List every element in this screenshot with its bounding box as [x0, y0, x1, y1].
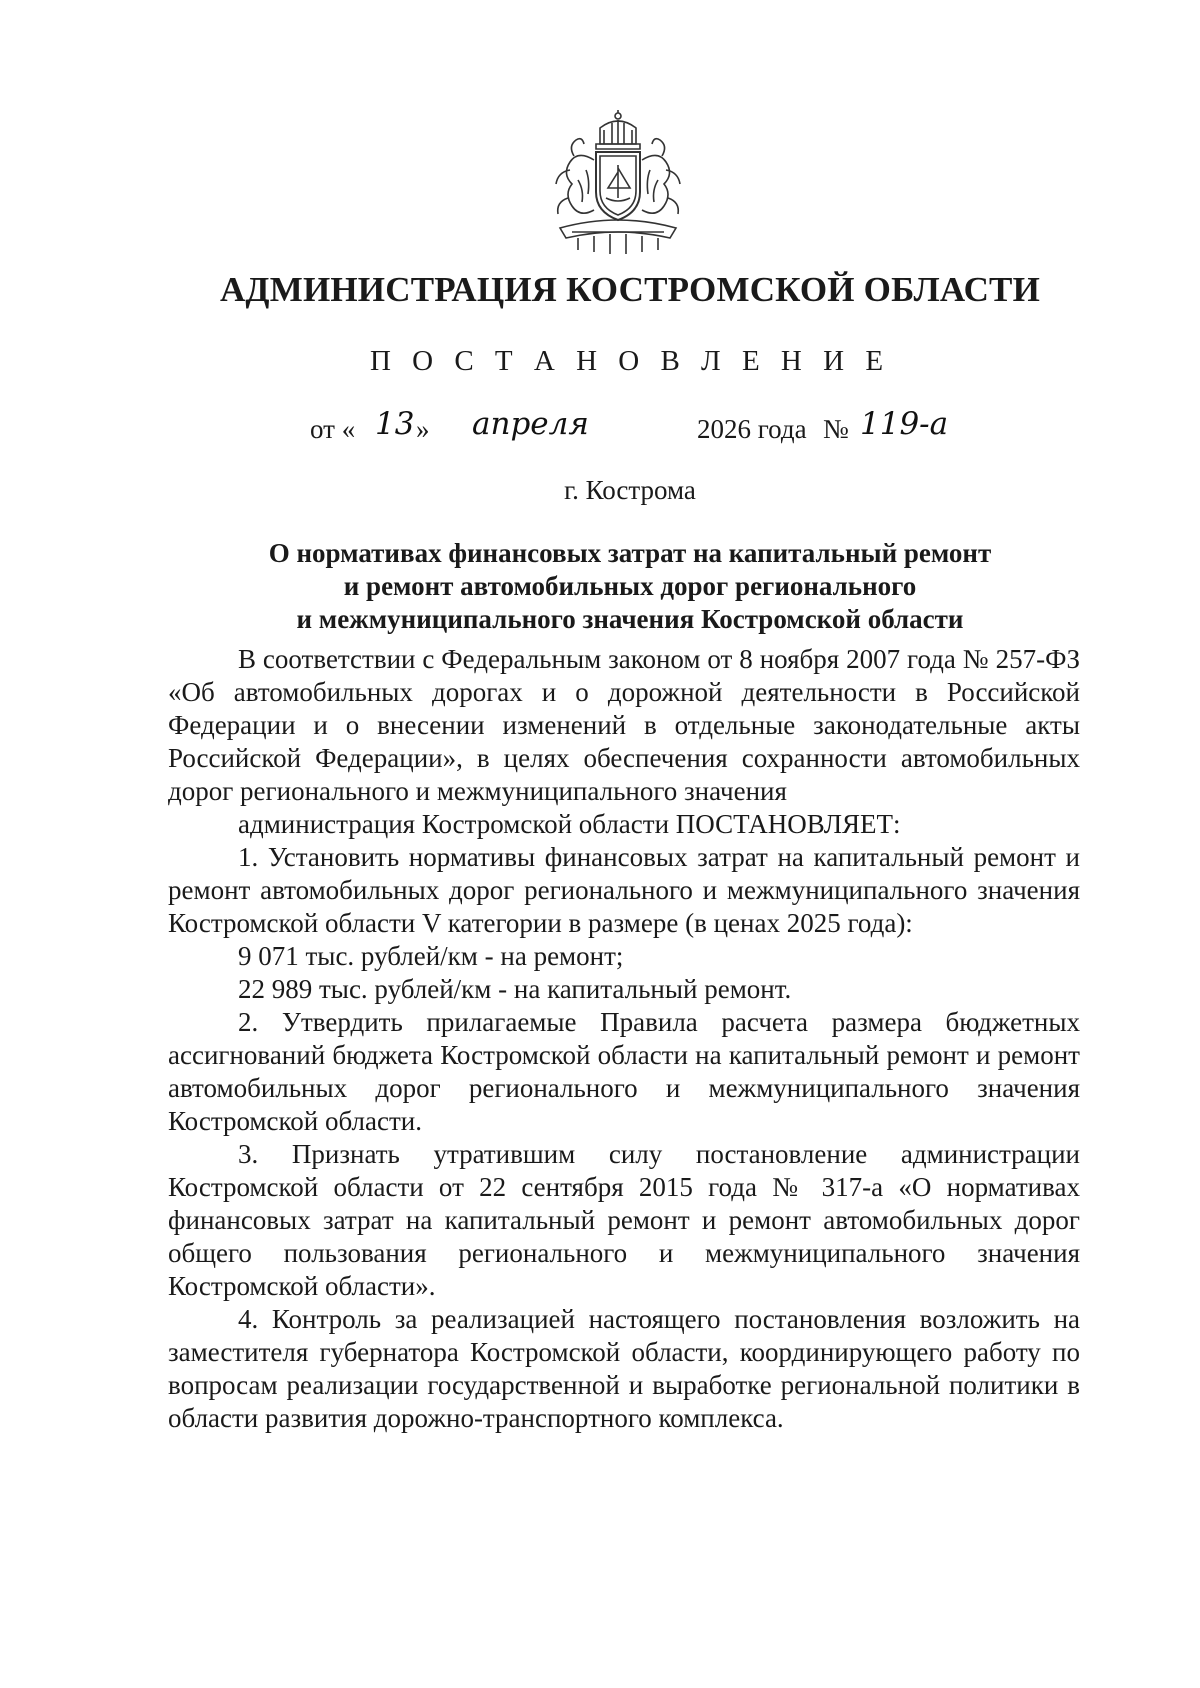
item-1-paragraph: 1. Установить нормативы финансовых затрат на капитальный ремонт и ремонт автомобильных дорог регионального и межмуниципального значения Костромской области V категории в размере (в ценах 2025 года): [168, 842, 1080, 938]
coat-of-arms-icon [538, 110, 698, 260]
date-prefix: от « [310, 414, 356, 444]
date-number-line [0, 406, 1200, 460]
number-sign: № [823, 414, 849, 444]
item-1-capital-norm: 22 989 тыс. рублей/км - на капитальный ремонт. [238, 974, 792, 1004]
subject-line-1: О нормативах финансовых затрат на капитальный ремонт [268, 538, 992, 568]
date-year: 2026 года [697, 414, 807, 444]
item-3-paragraph: 3. Признать утратившим силу постановление администрации Костромской области от 22 сентября 2015 года № 317-а «О нормативах финансовых затрат на капитальный ремонт и ремонт автомобильных дорог общего пользования регионального и межмуниципального значения Костромской области». [168, 1139, 1080, 1301]
organization-title: АДМИНИСТРАЦИЯ КОСТРОМСКОЙ ОБЛАСТИ [219, 270, 1041, 309]
item-1-repair-norm: 9 071 тыс. рублей/км - на ремонт; [238, 941, 624, 971]
item-4-paragraph: 4. Контроль за реализацией настоящего постановления возложить на заместителя губернатора Костромской области, координирующего работу по вопросам реализации государственной и выработке региональной политики в области развития дорожно-транспортного комплекса. [168, 1304, 1080, 1433]
date-day: 13 [375, 406, 415, 442]
document-body [168, 643, 1080, 1435]
document-subject [160, 537, 1100, 636]
city-name: г. Кострома [564, 475, 696, 505]
date-close-quote: » [416, 414, 430, 444]
date-month: апреля [472, 406, 589, 442]
document-type: П О С Т А Н О В Л Е Н И Е [369, 345, 891, 377]
document-number: 119-а [860, 406, 949, 442]
decree-paragraph: администрация Костромской области ПОСТАНОВЛЯЕТ: [238, 809, 901, 839]
item-2-paragraph: 2. Утвердить прилагаемые Правила расчета размера бюджетных ассигнований бюджета Костромской области на капитальный ремонт и ремонт автомобильных дорог регионального и межмуниципального значения Костромской области. [168, 1007, 1080, 1136]
subject-line-3: и межмуниципального значения Костромской области [296, 604, 964, 634]
subject-line-2: и ремонт автомобильных дорог регионального [343, 571, 917, 601]
preamble-paragraph: В соответствии с Федеральным законом от 8 ноября 2007 года № 257-ФЗ «Об автомобильных дорогах и о дорожной деятельности в Российской Федерации и о внесении изменений в отдельные законодательные акты Российской Федерации», в целях обеспечения сохранности автомобильных дорог регионального и межмуниципального значения [168, 644, 1080, 806]
